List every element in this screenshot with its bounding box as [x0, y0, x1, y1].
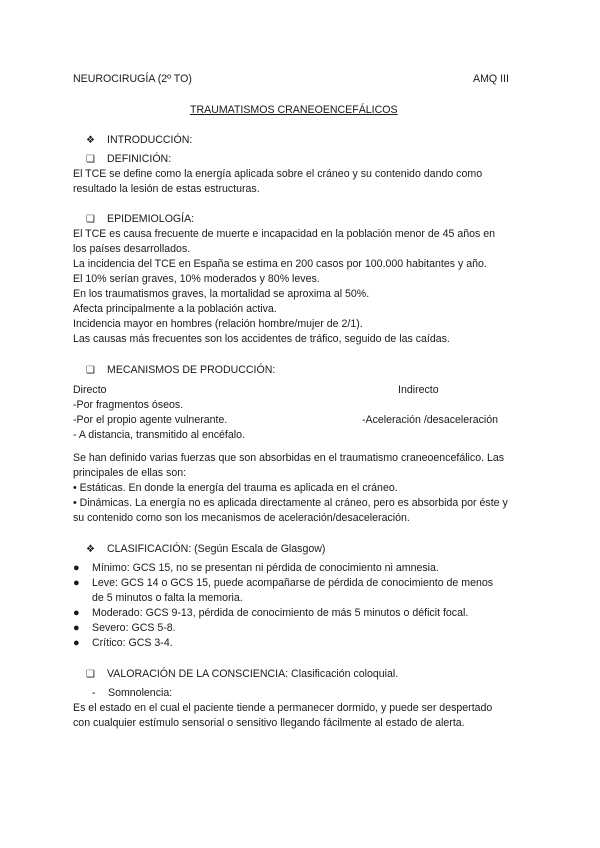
course-name: NEUROCIRUGÍA (2º TO)	[73, 73, 192, 85]
section-mecanismos-heading	[86, 363, 275, 378]
paragraph-line: Las causas más frecuentes son los accidentes de tráfico, seguido de las caídas.	[73, 333, 450, 345]
square-bullet-icon: ❑	[86, 669, 95, 680]
paragraph-line: Afecta principalmente a la población activa.	[73, 303, 277, 315]
section-introduccion-heading	[86, 133, 192, 148]
paragraph-line: los países desarrollados.	[73, 243, 191, 255]
list-item: Moderado: GCS 9-13, pérdida de conocimiento de más 5 minutos o déficit focal.	[92, 607, 469, 619]
bullet-icon: ●	[73, 607, 80, 619]
dash-bullet: -	[92, 687, 96, 699]
list-item: Crítico: GCS 3-4.	[92, 637, 173, 649]
heading-text: MECANISMOS DE PRODUCCIÓN:	[107, 364, 276, 376]
square-bullet-icon: ❑	[86, 214, 95, 225]
sub-item: Somnolencia:	[108, 687, 173, 699]
bullet-icon: ●	[73, 637, 80, 649]
heading-text: EPIDEMIOLOGÍA:	[107, 213, 195, 225]
heading-text: INTRODUCCIÓN:	[107, 134, 193, 146]
paragraph-line: El 10% serían graves, 10% moderados y 80% leves.	[73, 273, 320, 285]
square-bullet-icon: ❑	[86, 154, 95, 165]
heading-text: VALORACIÓN DE LA CONSCIENCIA: Clasificación coloquial.	[107, 668, 399, 680]
paragraph-line: Incidencia mayor en hombres (relación hombre/mujer de 2/1).	[73, 318, 363, 330]
bullet-icon: ●	[73, 622, 80, 634]
diamond-bullet-icon: ❖	[86, 135, 95, 146]
bullet-icon: ●	[73, 562, 80, 574]
list-item-continuation: de 5 minutos o falta la memoria.	[92, 592, 243, 604]
paragraph-line: su contenido como son los mecanismos de aceleración/desaceleración.	[73, 512, 410, 524]
heading-text: CLASIFICACIÓN: (Según Escala de Glasgow)	[107, 543, 326, 555]
section-definicion-heading	[86, 152, 171, 167]
list-item: Leve: GCS 14 o GCS 15, puede acompañarse de pérdida de conocimiento de menos	[92, 577, 494, 589]
square-bullet-icon: ❑	[86, 365, 95, 376]
column-header-indirecto: Indirecto	[398, 384, 439, 396]
paragraph-line: • Estáticas. En donde la energía del trauma es aplicada en el cráneo.	[73, 482, 398, 494]
course-code: AMQ III	[473, 73, 509, 85]
section-clasificacion-heading	[86, 542, 325, 557]
column-header-directo: Directo	[73, 384, 107, 396]
list-item: Mínimo: GCS 15, no se presentan ni pérdida de conocimiento ni amnesia.	[92, 562, 439, 574]
paragraph-line: El TCE es causa frecuente de muerte e incapacidad en la población menor de 45 años en	[73, 228, 496, 240]
bullet-icon: ●	[73, 577, 80, 589]
indirecto-item: -Aceleración /desaceleración	[362, 414, 499, 426]
directo-item: -Por fragmentos óseos.	[73, 399, 184, 411]
paragraph-line: La incidencia del TCE en España se estima en 200 casos por 100.000 habitantes y año.	[73, 258, 487, 270]
paragraph-line: resultado la lesión de estas estructuras.	[73, 183, 260, 195]
paragraph-line: El TCE se define como la energía aplicada sobre el cráneo y su contenido dando como	[73, 168, 483, 180]
section-epidemiologia-heading	[86, 212, 194, 227]
paragraph-line: • Dinámicas. La energía no es aplicada directamente al cráneo, pero es absorbida por éste y	[73, 497, 508, 509]
paragraph-line: Se han definido varias fuerzas que son absorbidas en el traumatismo craneoencefálico. Las	[73, 452, 505, 464]
paragraph-line: Es el estado en el cual el paciente tiende a permanecer dormido, y puede ser despertado	[73, 702, 493, 714]
heading-text: DEFINICIÓN:	[107, 153, 172, 165]
paragraph-line: En los traumatismos graves, la mortalidad se aproxima al 50%.	[73, 288, 370, 300]
list-item: Severo: GCS 5-8.	[92, 622, 176, 634]
diamond-bullet-icon: ❖	[86, 544, 95, 555]
directo-item: -Por el propio agente vulnerante.	[73, 414, 228, 426]
paragraph-line: principales de ellas son:	[73, 467, 187, 479]
section-valoracion-heading	[86, 667, 398, 682]
document-title: TRAUMATISMOS CRANEOENCEFÁLICOS	[190, 104, 398, 116]
paragraph-line: con cualquier estímulo sensorial o sensitivo llegando fácilmente al estado de alerta.	[73, 717, 465, 729]
directo-item: - A distancia, transmitido al encéfalo.	[73, 429, 245, 441]
